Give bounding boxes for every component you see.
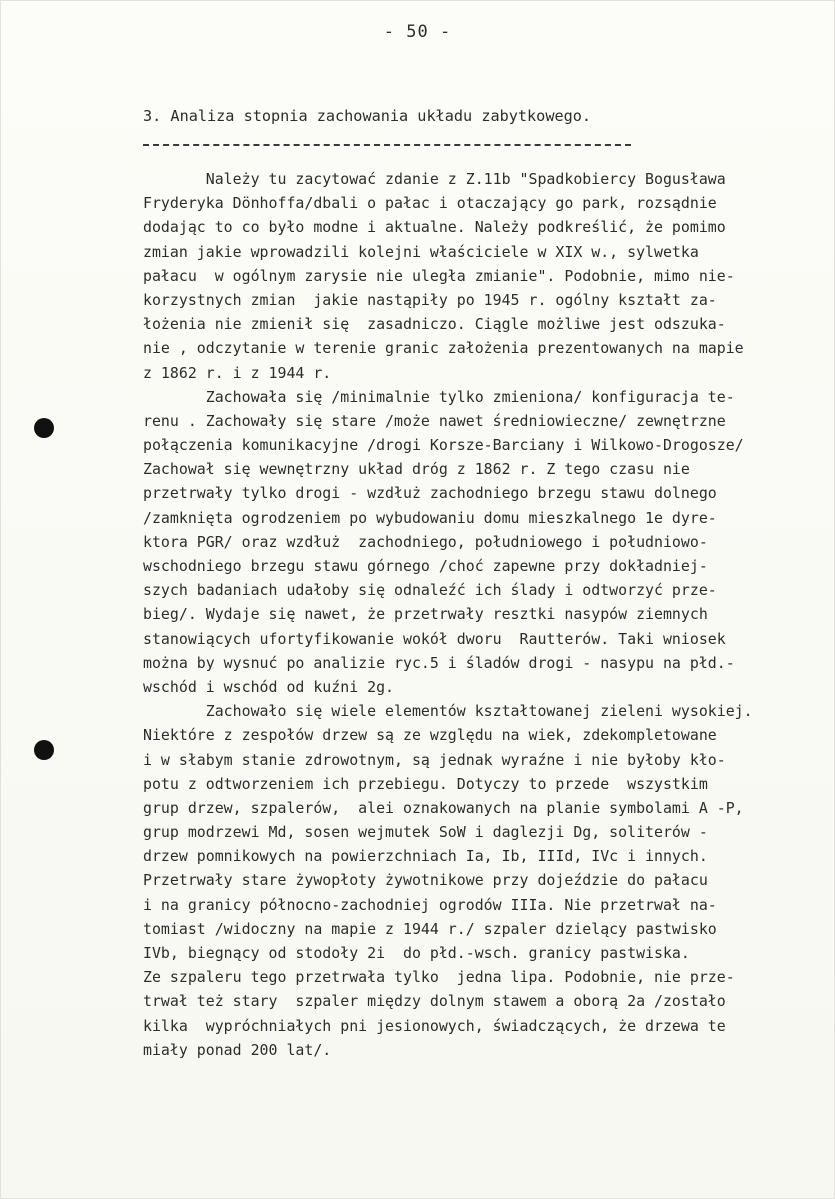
text-line: miały ponad 200 lat/.	[143, 1040, 332, 1059]
text-line: bieg/. Wydaje się nawet, że przetrwały resztki nasypów ziemnych	[143, 605, 708, 624]
page-number: - 50 -	[383, 22, 452, 42]
text-line: renu . Zachowały się stare /może nawet średniowieczne/ zewnętrzne	[143, 411, 726, 430]
text-line: i na granicy północno-zachodniej ogrodów IIIa. Nie przetrwał na-	[143, 895, 717, 914]
text-line: nie , odczytanie w terenie granic założenia prezentowanych na mapie	[143, 339, 744, 358]
text-line: pałacu w ogólnym zarysie nie uległa zmianie". Podobnie, mimo nie-	[143, 266, 735, 285]
text-line: Zachowało się wiele elementów kształtowanej zieleni wysokiej.	[143, 702, 753, 721]
text-line: Należy tu zacytować zdanie z Z.11b "Spadkobiercy Bogusława	[143, 170, 726, 188]
text-line: trwał też stary szpaler między dolnym stawem a oborą 2a /zostało	[143, 992, 726, 1011]
text-line: tomiast /widoczny na mapie z 1944 r./ szpaler dzielący pastwisko	[143, 919, 717, 938]
body-text	[143, 167, 833, 1062]
text-line: wschód i wschód od kuźni 2g.	[143, 677, 395, 696]
text-line: łożenia nie zmienił się zasadniczo. Ciągle możliwe jest odszuka-	[143, 315, 726, 334]
text-line: Niektóre z zespołów drzew są ze względu na wiek, zdekompletowane	[143, 726, 717, 745]
text-line: Zachował się wewnętrzny układ dróg z 1862 r. Z tego czasu nie	[143, 460, 690, 479]
text-line: IVb, biegnący od stodoły 2i do płd.-wsch. granicy pastwiska.	[143, 944, 690, 962]
text-line: połączenia komunikacyjne /drogi Korsze-Barciany i Wilkowo-Drogosze/	[143, 436, 744, 455]
text-line: Zachowała się /minimalnie tylko zmieniona/ konfiguracja te-	[143, 387, 735, 406]
text-line: /zamknięta ogrodzeniem po wybudowaniu domu mieszkalnego 1e dyre-	[143, 508, 717, 527]
text-line: wschodniego brzegu stawu górnego /choć zapewne przy dokładniej-	[143, 557, 708, 575]
text-line: przetrwały tylko drogi - wzdłuż zachodniego brzegu stawu dolnego	[143, 484, 717, 503]
section-heading: 3. Analiza stopnia zachowania układu zabytkowego.	[143, 107, 592, 125]
text-line: korzystnych zmian jakie nastąpiły po 1945 r. ogólny kształt za-	[143, 290, 717, 309]
text-line: potu z odtworzeniem ich przebiegu. Dotyczy to przede wszystkim	[143, 774, 708, 793]
text-line: grup modrzewi Md, sosen wejmutek SoW i daglezji Dg, soliterów -	[143, 823, 708, 842]
text-line: Fryderyka Dönhoffa/dbali o pałac i otaczający go park, rozsądnie	[143, 194, 717, 213]
text-line: można by wysnuć po analizie ryc.5 i śladów drogi - nasypu na płd.-	[143, 653, 735, 672]
text-line: ktora PGR/ oraz wzdłuż zachodniego, południowego i południowo-	[143, 532, 708, 551]
text-line: grup drzew, szpalerów, alei oznakowanych na planie symbolami A -P,	[143, 798, 744, 817]
text-line: Ze szpaleru tego przetrwała tylko jedna lipa. Podobnie, nie prze-	[143, 968, 735, 987]
text-line: stanowiących ufortyfikowanie wokół dworu Rautterów. Taki wniosek	[143, 629, 726, 648]
heading-underline	[143, 144, 631, 146]
text-line: dodając to co było modne i aktualne. Należy podkreślić, że pomimo	[143, 218, 726, 237]
text-line: zmian jakie wprowadzili kolejni właściciele w XIX w., sylwetka	[143, 242, 699, 261]
text-line: szych badaniach udałoby się odnaleźć ich ślady i odtworzyć prze-	[143, 581, 717, 600]
text-line: drzew pomnikowych na powierzchniach Ia, Ib, IIId, IVc i innych.	[143, 847, 708, 866]
text-line: i w słabym stanie zdrowotnym, są jednak wyraźne i nie byłoby kło-	[143, 750, 726, 769]
punch-hole	[34, 740, 54, 760]
text-line: z 1862 r. i z 1944 r.	[143, 363, 332, 382]
text-line: kilka wypróchniałych pni jesionowych, świadczących, że drzewa te	[143, 1016, 726, 1035]
text-line: Przetrwały stare żywopłoty żywotnikowe przy dojeździe do pałacu	[143, 871, 708, 890]
punch-hole	[34, 418, 54, 438]
